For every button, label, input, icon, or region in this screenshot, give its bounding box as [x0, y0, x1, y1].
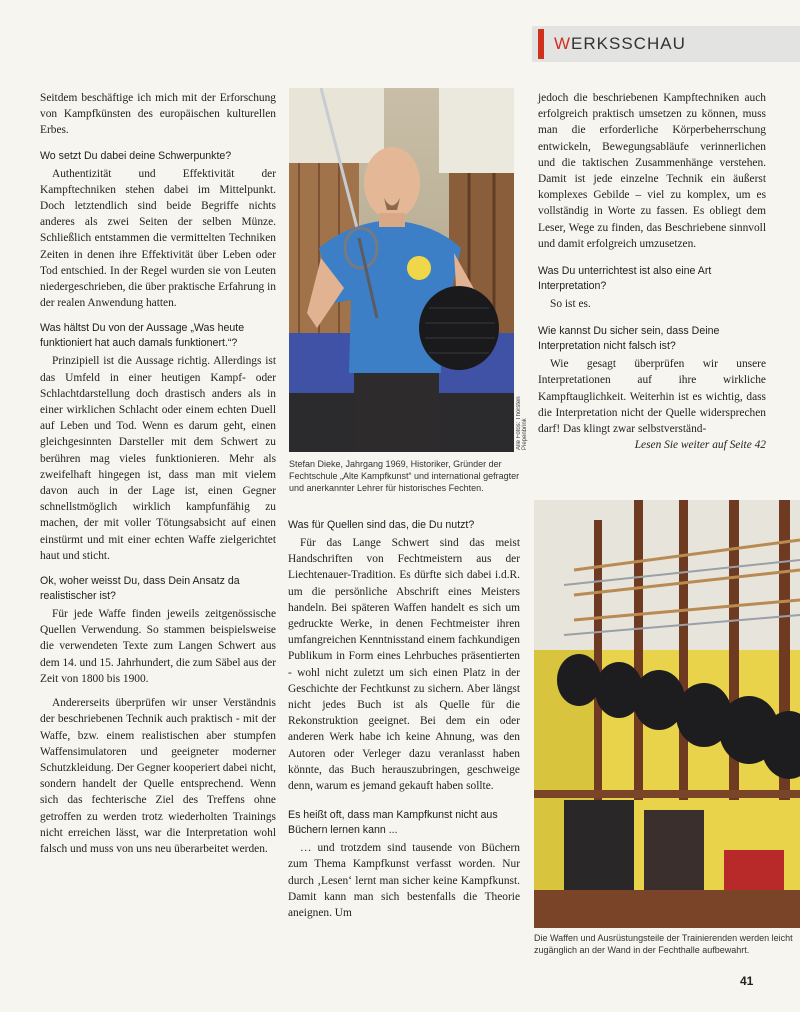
section-title-initial: W [554, 34, 572, 53]
paragraph: Authentizität und Effektivität der Kampftechniken stehen dabei im Mittelpunkt. Doch letztendlich sind beide Begriffe nichts anderes als zwei Seiten der selben Münze. Schließlich entstammen die vermittelten Techniken Zeiten in denen ihre Effektivität über Leben oder Tod entschied. In der Regel wurden sie von Leuten niedergeschrieben, die über praktische Erfahrung in der realen Anwendung hatten. [40, 167, 276, 310]
paragraph: Für das Lange Schwert sind das meist Handschriften von Fechtmeistern aus der Liechtenauer-Tradition. Es dürfte sich dabei i.d.R. um die persönliche Abschrift eines Meisters handeln. Bei späteren Waffen handelt es sich um gedruckte Werke, in denen Fechtmeister ihren umfangreichen Kenntnisstand einem fachkundigen Publikum in Form eines Lehrbuches präsentierten - wohl nicht zuletzt um sich einen Platz in der Geschichte der Fechtkunst zu sichern. Aber längst nicht jedes Buch ist als Quelle für die Rekonstruktion geeignet. Bei dem ein oder anderen Werk habe ich keine Ahnung, was den Autoren oder Verleger dazu veranlasst haben könnte, das Buch herauszubringen, geschweige denn, warum es jemand gekauft haben sollte. [288, 537, 520, 793]
section-header [532, 26, 800, 62]
portrait-photo-illustration [289, 88, 514, 452]
interview-question: Wo setzt Du dabei deine Schwerpunkte? [40, 149, 232, 162]
interview-question: Es heißt oft, dass man Kampfkunst nicht aus Büchern lernen kann ... [288, 809, 498, 837]
paragraph: Wie gesagt überprüfen wir unsere Interpretationen auf ihre wirkliche Kampftauglichkeit. Weiterhin ist es wichtig, dass die Interpretation nicht der Quelle widersprechen darf! Das klingt zwar selbstverständ- [538, 358, 766, 436]
interview-question: Wie kannst Du sicher sein, dass Deine Interpretation nicht falsch ist? [538, 325, 720, 353]
interview-question: Ok, woher weisst Du, dass Dein Ansatz da realistischer ist? [40, 575, 240, 603]
header-accent-bar [538, 29, 544, 59]
portrait-caption: Stefan Dieke, Jahrgang 1969, Historiker, Gründer der Fechtschule „Alte Kampfkunst“ und international gefragter und anerkannter Lehrer für historisches Fechten. [289, 459, 520, 493]
paragraph: jedoch die beschriebenen Kampftechniken auch erfolgreich praktisch umsetzen zu können, muss man die erforderliche Körperbeherrschung entwickeln, Bewegungsabläufe verinnerlichen und die taktischen Zusammenhänge verstehen. Damit ist jede einzelne Technik ein äußerst komplexes Gebilde – viel zu komplex, um es vollständig in Worte zu fassen. Es obliegt dem Leser, Wege zu finden, das Beschriebene sinnvoll und damit erfolgreich umzusetzen. [538, 92, 766, 250]
continue-note: Lesen Sie weiter auf Seite 42 [634, 439, 766, 452]
section-title-rest: ERKSSCHAU [571, 34, 686, 53]
text-column-3 [538, 90, 766, 453]
paragraph: Seitdem beschäftige ich mich mit der Erforschung von Kampfkünsten des europäischen kulturellen Erbes. [40, 92, 276, 137]
equipment-wall-photo [534, 500, 800, 928]
text-column-2 [288, 518, 520, 921]
portrait-photo [289, 88, 514, 452]
text-column-1 [40, 90, 276, 857]
photo-credit: Alle Fotos: Thorsten Piepenbrink [516, 396, 528, 450]
paragraph: Andererseits überprüfen wir unser Verständnis der beschriebenen Technik auch praktisch - mit der Waffe, bzw. einem realistischen aber stumpfen Waffensimulatoren und geeigneter moderner Schutzkleidung. Der Gegner kooperiert dabei nicht, sondern handelt der Quelle entsprechend. Wenn sich das fechterische Ziel des Treffens ohne getroffen zu werden trotz wiederholten Trainings nicht erreichen lässt, war die Interpretation wohl falsch und muss von uns neu überarbeitet werden. [40, 697, 276, 855]
interview-question: Was hältst Du von der Aussage „Was heute funktioniert hat auch damals funktionert.“? [40, 322, 245, 350]
equipment-wall-illustration [534, 500, 800, 928]
paragraph: So ist es. [550, 298, 591, 311]
paragraph: … und trotzdem sind tausende von Büchern zum Thema Kampfkunst verfasst worden. Nur durch ‚Lesen‘ lernt man sicher keine Kampfkunst. Damit kann man sich bestenfalls die Theorie aneignen. Um [288, 842, 520, 920]
section-title [554, 34, 686, 54]
interview-question: Was für Quellen sind das, die Du nutzt? [288, 519, 475, 531]
equipment-caption: Die Waffen und Ausrüstungsteile der Trainierenden werden leicht zugänglich an der Wand in der Fechthalle aufbewahrt. [534, 933, 793, 955]
interview-question: Was Du unterrichtest ist also eine Art Interpretation? [538, 265, 712, 293]
paragraph: Prinzipiell ist die Aussage richtig. Allerdings ist das Umfeld in einer heutigen Kampf- oder Schlachtdarstellung doch drastisch anders als in einer wirklichen Schlacht oder einem echten Duell auf Leben und Tod. Wenn es darum geht, einen gleichgesinnten Darsteller mit dem Schwert zu berühren mag vieles funktionieren. Mehr als zweifelhaft hingegen ist, dass man mit vielem davon auch in der Lage ist, einen Gegner schnellstmöglich wirklich kampfunfähig zu machen, der mit voller Tötungsabsicht auf einen einstürmt und mit einer echten Waffe zielgerichtet haut und sticht. [40, 355, 276, 562]
paragraph: Für jede Waffe finden jeweils zeitgenössische Quellen Verwendung. So stammen beispielsweise die verwendeten Texte zum Langen Schwert aus dem 14. und 15. Jahrhundert, die zum Säbel aus der Zeit von 1800 bis 1900. [40, 608, 276, 685]
page-number: 41 [740, 974, 754, 988]
